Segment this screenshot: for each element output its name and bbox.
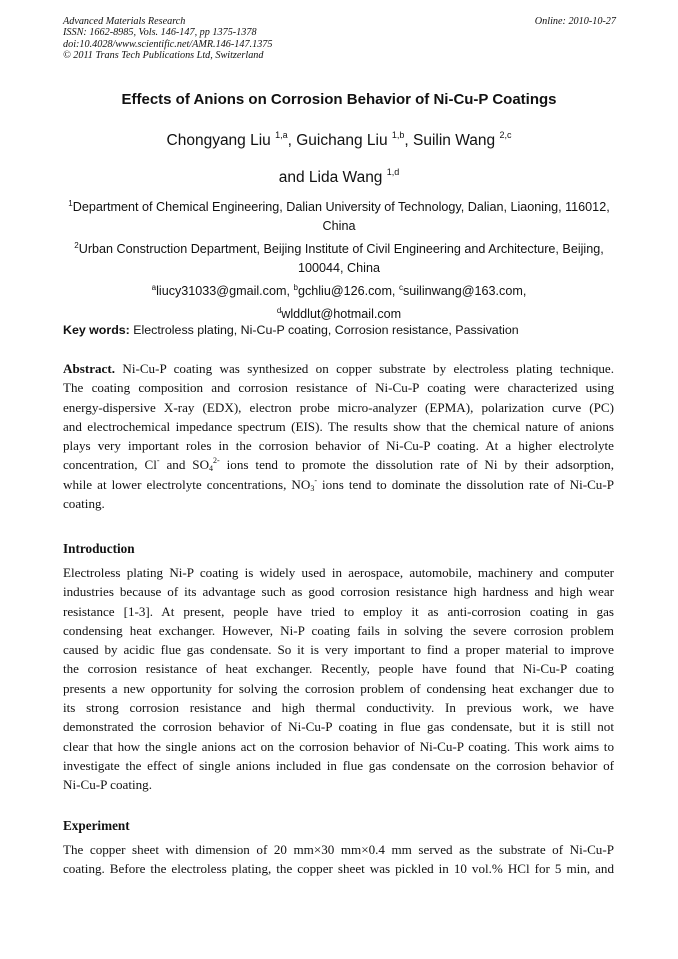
email: liucy31033@gmail.com, [156,284,294,298]
author-affil-mark: 2,c [499,130,512,140]
body-line: presents a new opportunity for solving the corrosion problem of condensing heat exchanger due to [63,680,614,696]
body-line: Ni-Cu-P coating. [63,777,152,793]
abstract-text: ions tend to promote the dissolution rate of Ni by their adsorption, [219,457,614,473]
author-name: Chongyang Liu [166,132,276,149]
email-mark: d [276,306,282,315]
affiliation-2 [60,236,618,259]
abstract [63,359,614,513]
author-affil-mark: 1,a [275,130,288,140]
journal-info [63,16,272,62]
keywords-label: Key words: [63,323,130,337]
abstract-line: energy-dispersive X-ray (EDX), electron probe micro-analyzer (EPMA), polarization curve (PC) [63,399,614,415]
journal-name: Advanced Materials Research [63,16,186,27]
abstract-line [63,455,614,474]
experiment-body [63,840,614,879]
emails-line-1 [60,278,618,301]
affiliation-1-cont: China [322,219,356,233]
journal-doi: doi:10.4028/www.scientific.net/AMR.146-147.1375 [63,38,273,50]
abstract-text: ions tend to dominate the dissolution rate of Ni-Cu-P [317,476,614,492]
author-name: , Guichang Liu [287,132,392,149]
abstract-line [63,475,614,494]
affiliation-2-cont: 100044, China [298,261,380,275]
author-affil-mark: 1,b [391,130,405,140]
body-line: Electroless plating Ni-P coating is widely used in aerospace, automobile, machinery and computer [63,565,614,580]
online-date: Online: 2010-10-27 [534,16,616,27]
body-line: the corrosion resistance of heat exchanger. Recently, people have found that Ni-Cu-P coating [63,661,614,677]
ion-charge: - [314,475,317,485]
email-mark: b [293,283,298,292]
introduction-body [63,563,614,795]
abstract-line: coating. [63,496,105,512]
affil-mark: 2 [74,241,79,250]
author-name: and Lida Wang [278,169,387,186]
abstract-line: and electrochemical impedance spectrum (EIS). The results show that the chemical nature of anions [63,418,614,434]
ion-subscript: 3 [310,483,315,493]
body-line: clear that how the single anions act on the corrosion behavior of Ni-Cu-P coating. This work aims to [63,738,614,754]
emails-line-2 [60,301,618,324]
ion-subscript: 4 [209,464,214,474]
affiliations [60,194,618,324]
section-heading-experiment: Experiment [63,818,130,833]
author-line-2 [0,167,678,187]
abstract-line: plays very important roles in the corrosion behavior of Ni-Cu-P coating. At a higher electrolyte [63,438,614,454]
body-line: industries because of its advantage such as good corrosion resistance high hardness and high wear [63,584,614,600]
affil-text: Department of Chemical Engineering, Dalian University of Technology, Dalian, Liaoning, 116012, [72,200,610,214]
section-heading-introduction: Introduction [63,541,135,556]
abstract-label: Abstract. [63,361,115,376]
paper-title: Effects of Anions on Corrosion Behavior of Ni-Cu-P Coatings [121,91,557,108]
author-affil-mark: 1,d [386,167,400,177]
abstract-text: concentration, Cl [63,457,157,473]
body-line: demonstrated the corrosion behavior of Ni-Cu-P coating in flue gas condensate, but it is still not [63,719,614,735]
body-line: caused by acidic flue gas condensate. So it is very important to find a proper material to improve [63,642,614,658]
ion-charge: - [156,456,160,466]
abstract-line: The coating composition and corrosion resistance of Ni-Cu-P coating were characterized using [63,380,614,396]
email: gchliu@126.com, [297,284,399,298]
journal-copyright: © 2011 Trans Tech Publications Ltd, Switzerland [63,50,264,62]
abstract-text: and SO [159,457,210,473]
abstract-line [63,359,614,378]
keywords [63,323,519,337]
author-line-1 [0,130,678,150]
body-line: coating. Before the electroless plating, the copper sheet was pickled in 10 vol.% HCl for 5 min, and [63,861,614,877]
email: suilinwang@163.com, [402,284,527,298]
affil-text: Urban Construction Department, Beijing Institute of Civil Engineering and Architecture, Beijing, [78,242,604,256]
body-line: condensing heat exchanger. However, Ni-P coating fails in solving the severe corrosion problem [63,622,614,638]
email-mark: a [151,283,157,292]
abstract-text: Ni-Cu-P coating was synthesized on copper substrate by electroless plating technique. [115,361,614,376]
body-line: investigate the effect of single anions included in flue gas condensate on the corrosion behavior of [63,757,614,773]
body-line: resistance [1-3]. At present, people have tried to employ it as anti-corrosion coating in gas [63,603,614,619]
keywords-text: Electroless plating, Ni-Cu-P coating, Corrosion resistance, Passivation [129,323,519,337]
journal-issn: ISSN: 1662-8985, Vols. 146-147, pp 1375-1378 [63,27,257,39]
abstract-text: while at lower electrolyte concentrations, NO [63,476,311,492]
author-name: , Suilin Wang [404,132,500,149]
affil-mark: 1 [68,199,73,208]
ion-charge: 2- [213,456,220,466]
email: wlddlut@hotmail.com [281,307,402,321]
body-line: its strong corrosion resistance and high thermal conductivity. In previous work, we have [63,700,614,716]
body-line: The copper sheet with dimension of 20 mm×30 mm×0.4 mm served as the substrate of Ni-Cu-P [63,842,614,857]
affiliation-1 [60,194,618,217]
email-mark: c [398,283,403,292]
